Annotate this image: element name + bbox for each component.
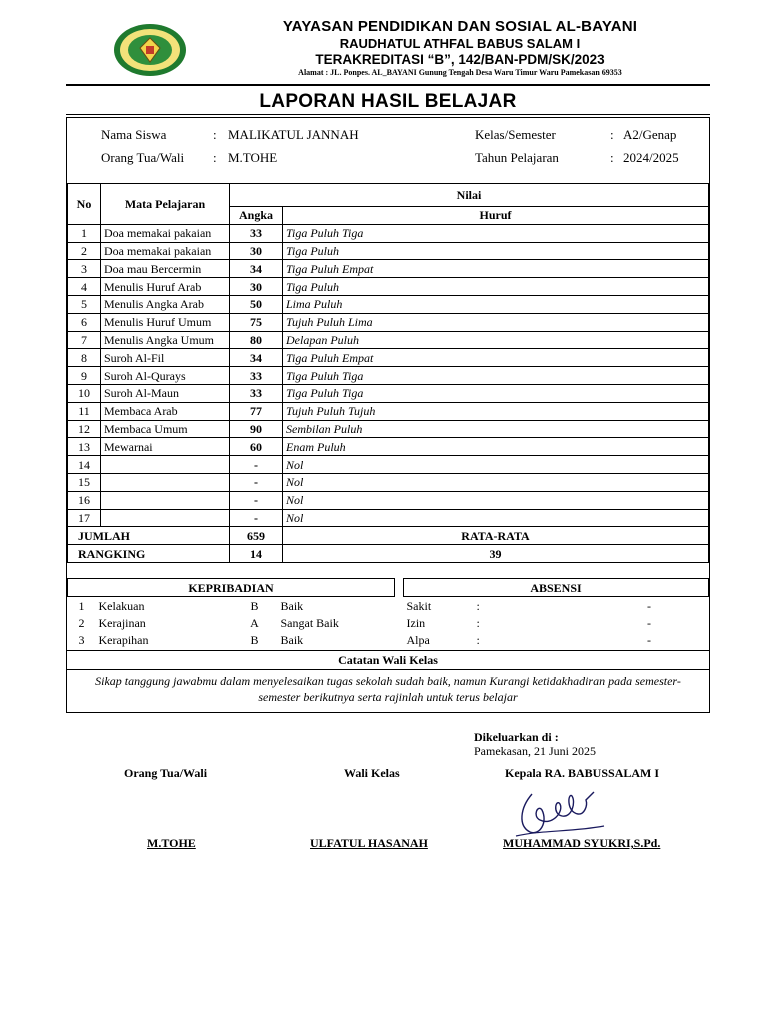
grade-row <box>68 278 709 296</box>
grade-huruf: Nol <box>283 491 709 509</box>
grade-no: 10 <box>68 384 101 402</box>
issued-place-date: Pamekasan, 21 Juni 2025 <box>474 744 596 758</box>
student-name: MALIKATUL JANNAH <box>228 127 359 142</box>
absensi-row <box>404 597 709 615</box>
grade-row <box>68 420 709 438</box>
grade-subject: Doa mau Bercermin <box>101 260 230 278</box>
grade-angka: - <box>230 473 283 491</box>
grade-row <box>68 402 709 420</box>
jumlah-row <box>68 527 709 545</box>
grade-row <box>68 438 709 456</box>
grade-subject <box>101 491 230 509</box>
grade-no: 17 <box>68 509 101 527</box>
report-frame <box>66 117 710 713</box>
kep-desc: Sangat Baik <box>280 615 339 630</box>
grade-subject <box>101 473 230 491</box>
grade-angka: 30 <box>230 242 283 260</box>
jumlah-value: 659 <box>230 527 283 545</box>
jumlah-label: JUMLAH <box>68 527 230 545</box>
grade-huruf: Tiga Puluh <box>283 278 709 296</box>
grade-row <box>68 509 709 527</box>
abs-value: - <box>647 632 651 647</box>
kep-desc: Baik <box>280 598 304 613</box>
rata-value: 39 <box>283 545 709 563</box>
grade-huruf: Lima Puluh <box>283 295 709 313</box>
grade-subject <box>101 456 230 474</box>
grade-subject: Doa memakai pakaian <box>101 242 230 260</box>
grade-angka: 33 <box>230 224 283 242</box>
grade-huruf: Nol <box>283 456 709 474</box>
grade-no: 12 <box>68 420 101 438</box>
rangking-value: 14 <box>230 545 283 563</box>
grade-huruf: Tiga Puluh Tiga <box>283 384 709 402</box>
parent-sign-title: Orang Tua/Wali <box>124 766 208 780</box>
letterhead <box>0 0 768 88</box>
grade-row <box>68 384 709 402</box>
catatan-title: Catatan Wali Kelas <box>67 650 709 670</box>
kep-aspect: Kelakuan <box>98 598 145 613</box>
grade-no: 13 <box>68 438 101 456</box>
accreditation: TERAKREDITASI “B”, 142/BAN-PDM/SK/2023 <box>315 52 605 67</box>
absensi-section <box>403 578 709 648</box>
grade-row <box>68 295 709 313</box>
grade-huruf: Nol <box>283 473 709 491</box>
absensi-row <box>404 631 709 648</box>
grade-angka: 34 <box>230 260 283 278</box>
header-divider <box>66 84 710 86</box>
grade-subject: Menulis Angka Umum <box>101 331 230 349</box>
class-label: Kelas/Semester <box>475 127 556 142</box>
kepribadian-section <box>67 578 395 648</box>
year-value: 2024/2025 <box>623 150 679 165</box>
grade-angka: 75 <box>230 313 283 331</box>
grade-row <box>68 224 709 242</box>
kep-no: 3 <box>78 632 85 647</box>
kepribadian-row <box>68 631 395 648</box>
kep-no: 2 <box>78 615 85 630</box>
grade-subject: Suroh Al-Maun <box>101 384 230 402</box>
grade-no: 2 <box>68 242 101 260</box>
grade-row <box>68 331 709 349</box>
parent-sign-name: M.TOHE <box>147 836 196 850</box>
grade-huruf: Nol <box>283 509 709 527</box>
grade-huruf: Tiga Puluh Empat <box>283 349 709 367</box>
grade-no: 7 <box>68 331 101 349</box>
grade-subject: Membaca Arab <box>101 402 230 420</box>
title-divider <box>66 114 710 115</box>
year-colon: : <box>610 150 614 165</box>
col-nilai: Nilai <box>230 184 709 207</box>
grade-no: 16 <box>68 491 101 509</box>
grade-huruf: Tiga Puluh Tiga <box>283 224 709 242</box>
grade-angka: - <box>230 456 283 474</box>
grade-angka: 33 <box>230 384 283 402</box>
teacher-sign-title: Wali Kelas <box>344 766 400 780</box>
head-sign-title: Kepala RA. BABUSSALAM I <box>505 766 660 780</box>
grade-no: 8 <box>68 349 101 367</box>
grade-subject: Menulis Angka Arab <box>101 295 230 313</box>
grade-angka: 90 <box>230 420 283 438</box>
catatan-text: Sikap tanggung jawabmu dalam menyelesaikan tugas sekolah sudah baik, namun Kurangi ketidakhadiran pada semester-semester berikutnya serta rajinlah untuk terus belajar <box>95 674 681 704</box>
name-colon: : <box>213 127 217 142</box>
grade-huruf: Tiga Puluh <box>283 242 709 260</box>
grade-subject: Doa memakai pakaian <box>101 224 230 242</box>
grade-angka: 80 <box>230 331 283 349</box>
grade-subject: Mewarnai <box>101 438 230 456</box>
abs-label: Sakit <box>406 598 432 613</box>
kep-no: 1 <box>78 598 85 613</box>
grade-row <box>68 313 709 331</box>
kep-grade: A <box>250 615 259 630</box>
abs-label: Alpa <box>406 632 430 647</box>
school-name: RAUDHATUL ATHFAL BABUS SALAM I <box>339 36 581 51</box>
school-logo <box>112 22 188 78</box>
class-colon: : <box>610 127 614 142</box>
grade-huruf: Tiga Puluh Empat <box>283 260 709 278</box>
grade-subject: Menulis Huruf Umum <box>101 313 230 331</box>
name-label: Nama Siswa <box>101 127 167 142</box>
grade-huruf: Tujuh Puluh Lima <box>283 313 709 331</box>
grade-no: 9 <box>68 367 101 385</box>
col-huruf: Huruf <box>283 207 709 225</box>
year-label: Tahun Pelajaran <box>475 150 559 165</box>
grade-row <box>68 473 709 491</box>
grade-no: 4 <box>68 278 101 296</box>
grade-angka: 34 <box>230 349 283 367</box>
grade-subject: Suroh Al-Fil <box>101 349 230 367</box>
grade-row <box>68 349 709 367</box>
grade-angka: 60 <box>230 438 283 456</box>
grade-angka: 33 <box>230 367 283 385</box>
grade-huruf: Delapan Puluh <box>283 331 709 349</box>
kepribadian-row <box>68 597 395 615</box>
absensi-row <box>404 614 709 631</box>
kep-grade: B <box>250 598 259 613</box>
absensi-title: ABSENSI <box>404 579 709 597</box>
abs-value: - <box>647 615 651 630</box>
col-angka: Angka <box>230 207 283 225</box>
grade-row <box>68 260 709 278</box>
grade-row <box>68 367 709 385</box>
grade-subject <box>101 509 230 527</box>
grade-huruf: Tujuh Puluh Tujuh <box>283 402 709 420</box>
grade-no: 5 <box>68 295 101 313</box>
grade-angka: 30 <box>230 278 283 296</box>
grade-no: 14 <box>68 456 101 474</box>
rangking-label: RANGKING <box>68 545 230 563</box>
kep-desc: Baik <box>280 632 304 647</box>
school-address: Alamat : JL. Ponpes. AL_BAYANI Gunung Tengah Desa Waru Timur Waru Pamekasan 69353 <box>298 68 622 77</box>
grades-table <box>67 183 709 563</box>
grade-angka: - <box>230 491 283 509</box>
grade-subject: Membaca Umum <box>101 420 230 438</box>
teacher-sign-name: ULFATUL HASANAH <box>310 836 428 850</box>
grade-angka: 50 <box>230 295 283 313</box>
abs-colon: : <box>476 598 480 613</box>
grade-no: 1 <box>68 224 101 242</box>
grade-angka: 77 <box>230 402 283 420</box>
parent-label: Orang Tua/Wali <box>101 150 185 165</box>
head-sign-name: MUHAMMAD SYUKRI,S.Pd. <box>503 836 661 850</box>
abs-value: - <box>647 598 651 613</box>
grade-subject: Suroh Al-Qurays <box>101 367 230 385</box>
grade-row <box>68 456 709 474</box>
grade-row <box>68 242 709 260</box>
grade-row <box>68 491 709 509</box>
parent-name: M.TOHE <box>228 150 278 165</box>
rata-label: RATA-RATA <box>283 527 709 545</box>
kep-aspect: Kerapihan <box>98 632 149 647</box>
grade-subject: Menulis Huruf Arab <box>101 278 230 296</box>
rangking-row <box>68 545 709 563</box>
abs-label: Izin <box>406 615 426 630</box>
kep-grade: B <box>250 632 259 647</box>
foundation-name: YAYASAN PENDIDIKAN DAN SOSIAL AL-BAYANI <box>282 18 638 35</box>
student-info <box>67 118 709 184</box>
kep-aspect: Kerajinan <box>98 615 146 630</box>
grade-huruf: Enam Puluh <box>283 438 709 456</box>
issued-label: Dikeluarkan di : <box>474 730 559 744</box>
grade-huruf: Tiga Puluh Tiga <box>283 367 709 385</box>
kepribadian-row <box>68 614 395 631</box>
grade-no: 11 <box>68 402 101 420</box>
grade-no: 6 <box>68 313 101 331</box>
col-subject: Mata Pelajaran <box>101 184 230 225</box>
grade-huruf: Sembilan Puluh <box>283 420 709 438</box>
col-no: No <box>68 184 101 225</box>
kepribadian-title: KEPRIBADIAN <box>68 579 395 597</box>
abs-colon: : <box>476 615 480 630</box>
class-value: A2/Genap <box>623 127 677 142</box>
parent-colon: : <box>213 150 217 165</box>
grade-no: 15 <box>68 473 101 491</box>
grade-no: 3 <box>68 260 101 278</box>
abs-colon: : <box>476 632 480 647</box>
grade-angka: - <box>230 509 283 527</box>
report-title: LAPORAN HASIL BELAJAR <box>259 91 517 112</box>
